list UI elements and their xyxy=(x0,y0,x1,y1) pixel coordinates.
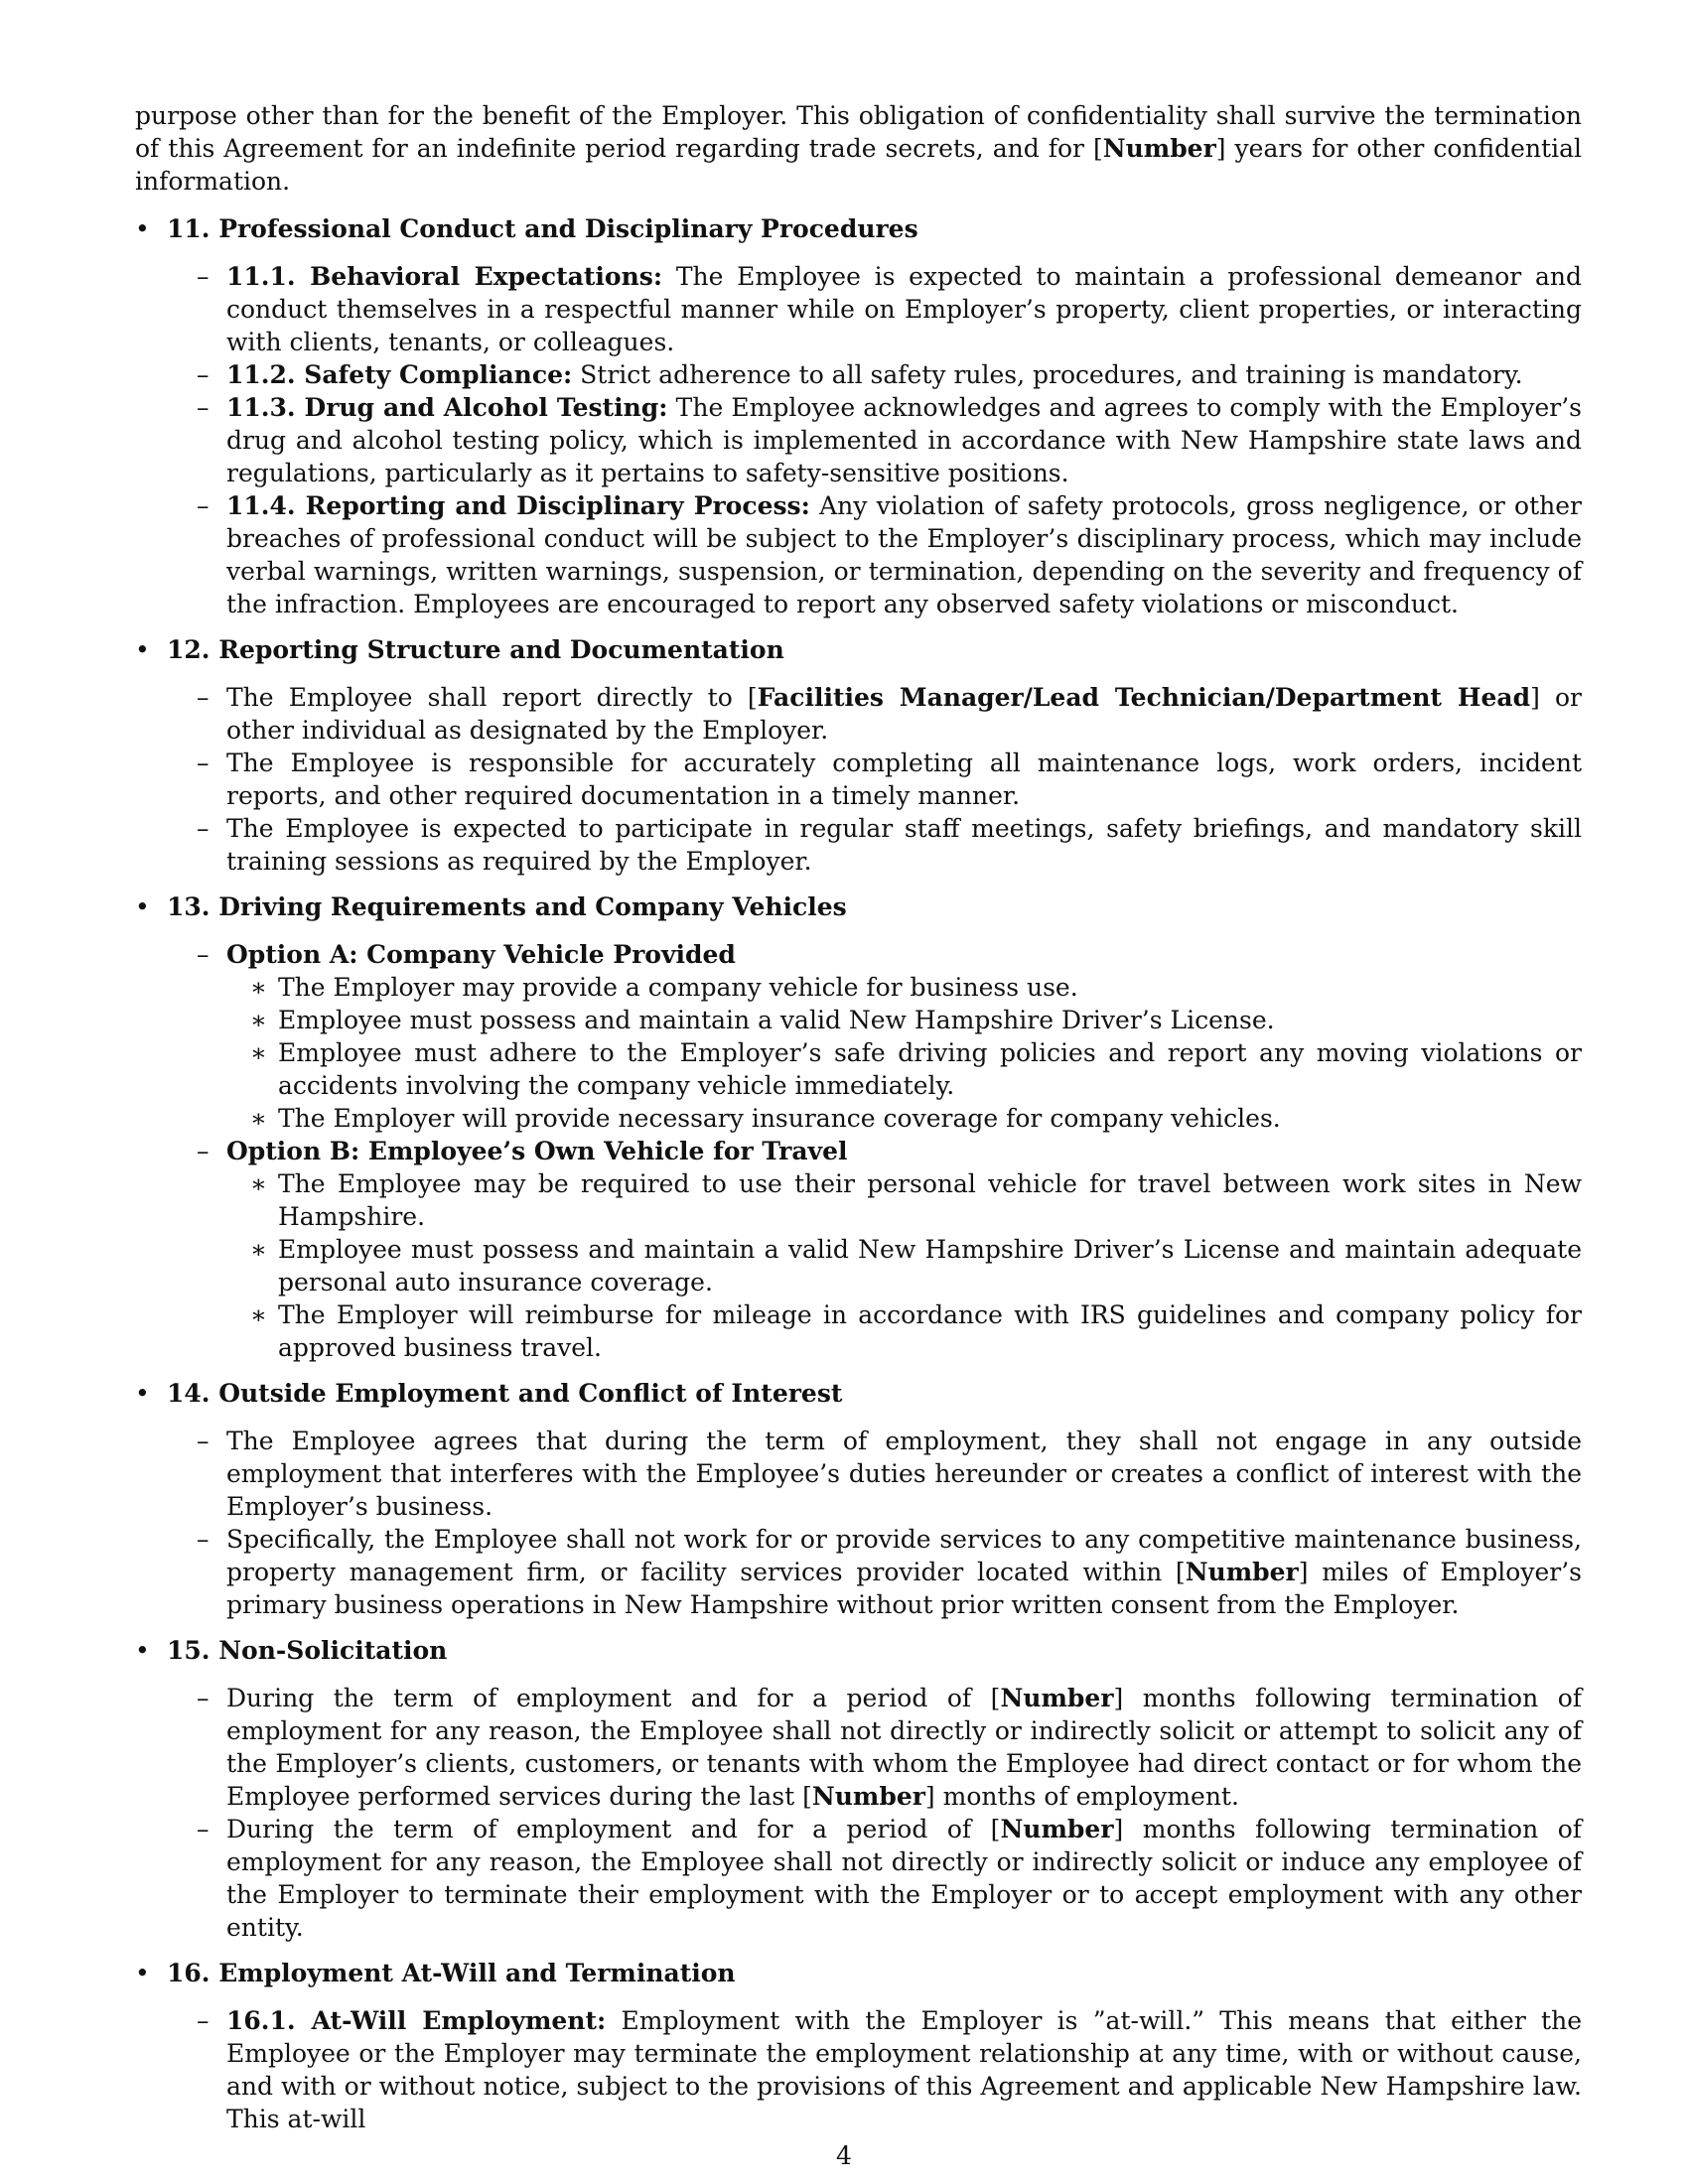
section-title: 14. Outside Employment and Conflict of Interest xyxy=(167,1379,843,1408)
continued-paragraph: purpose other than for the benefit of the Employer. This obligation of confidentiality shall survive the termination of this Agreement for an indefinite period regarding trade secrets, and for [Number] years for other confidential information. xyxy=(135,101,1582,196)
list-item: ∗ The Employer may provide a company vehicle for business use. xyxy=(250,973,1078,1002)
list-item: – 16.1. At-Will Employment: Employment with the Employer is ”at-will.” This means that either the Employee or the Employer may terminate the employment relationship at any time, with or without cause, and with or without notice, subject to the provisions of this Agreement and applicable New Hampshire law. This at-will xyxy=(197,2006,1582,2133)
list-item: – The Employee is expected to participate in regular staff meetings, safety briefings, and mandatory skill training sessions as required by the Employer. xyxy=(197,814,1582,876)
section-16 xyxy=(135,1957,1582,2135)
option-b: – Option B: Employee’s Own Vehicle for Travel ∗ The Employee may be required to use their personal vehicle for travel between work sites in New Hampshire. ∗ Employee must possess and maintain a valid New Hampshire Driver’s License and maintain adequate personal auto insurance coverage. ∗ The Employer will reimburse for mileage in accordance with IRS guidelines and company policy for approved business travel. xyxy=(197,1137,1582,1362)
bullet: • xyxy=(135,1959,150,1987)
list-item: – The Employee agrees that during the term of employment, they shall not engage in any outside employment that interferes with the Employee’s duties hereunder or creates a conflict of interest with the Employer’s business. xyxy=(197,1427,1582,1521)
bullet: • xyxy=(135,1379,150,1408)
list-item: – During the term of employment and for a period of [Number] months following termination of employment for any reason, the Employee shall not directly or indirectly solicit or attempt to solicit any of the Employer’s clients, customers, or tenants with whom the Employee had direct contact or for whom the Employee performed services during the last [Number] months of employment. xyxy=(197,1684,1582,1811)
option-a: – Option A: Company Vehicle Provided ∗ The Employer may provide a company vehicle for business use. ∗ Employee must possess and maintain a valid New Hampshire Driver’s License. ∗ Employee must adhere to the Employer’s safe driving policies and report any moving violations or accidents involving the company vehicle immediately. ∗ The Employer will provide necessary insurance coverage for company vehicles. xyxy=(197,940,1582,1133)
list-item: – During the term of employment and for a period of [Number] months following termination of employment for any reason, the Employee shall not directly or indirectly solicit or induce any employee of the Employer to terminate their employment with the Employer or to accept employment with any other entity. xyxy=(197,1815,1582,1942)
section-12 xyxy=(135,633,1582,878)
list-item: ∗ Employee must possess and maintain a valid New Hampshire Driver’s License and maintain adequate personal auto insurance coverage. xyxy=(250,1235,1582,1297)
bullet: • xyxy=(135,892,150,921)
list-item: – 11.1. Behavioral Expectations: The Employee is expected to maintain a professional demeanor and conduct themselves in a respectful manner while on Employer’s property, client properties, or interacting with clients, tenants, or colleagues. xyxy=(197,262,1582,356)
page-number: 4 xyxy=(836,2141,852,2170)
list-item: – The Employee is responsible for accurately completing all maintenance logs, work orders, incident reports, and other required documentation in a timely manner. xyxy=(197,749,1582,810)
bullet: • xyxy=(135,635,150,664)
list-item: ∗ The Employer will reimburse for mileage in accordance with IRS guidelines and company policy for approved business travel. xyxy=(250,1300,1582,1362)
section-title: 11. Professional Conduct and Disciplinary Procedures xyxy=(167,214,918,243)
list-item: – 11.4. Reporting and Disciplinary Process: Any violation of safety protocols, gross negligence, or other breaches of professional conduct will be subject to the Employer’s disciplinary process, which may include verbal warnings, written warnings, suspension, or termination, depending on the severity and frequency of the infraction. Employees are encouraged to report any observed safety violations or misconduct. xyxy=(197,491,1582,618)
list-item: ∗ Employee must adhere to the Employer’s safe driving policies and report any moving violations or accidents involving the company vehicle immediately. xyxy=(250,1038,1582,1100)
list-item: ∗ The Employer will provide necessary insurance coverage for company vehicles. xyxy=(250,1104,1281,1133)
section-title: 15. Non-Solicitation xyxy=(167,1636,448,1665)
section-title: 12. Reporting Structure and Documentation xyxy=(167,635,784,664)
list-item: – Specifically, the Employee shall not work for or provide services to any competitive maintenance business, property management firm, or facility services provider located within [Number] miles of Employer’s primary business operations in New Hampshire without prior written consent from the Employer. xyxy=(197,1525,1583,1619)
list-item: ∗ Employee must possess and maintain a valid New Hampshire Driver’s License. xyxy=(250,1006,1275,1034)
section-15 xyxy=(135,1634,1582,1944)
section-title: 16. Employment At-Will and Termination xyxy=(167,1959,736,1987)
bullet: • xyxy=(135,1636,150,1665)
section-11 xyxy=(135,212,1582,620)
list-item: – 11.2. Safety Compliance: Strict adherence to all safety rules, procedures, and training is mandatory. xyxy=(197,360,1523,389)
bullet: • xyxy=(135,214,150,243)
section-13 xyxy=(135,890,1582,1364)
list-item: ∗ The Employee may be required to use their personal vehicle for travel between work sites in New Hampshire. xyxy=(250,1169,1582,1231)
document-page xyxy=(135,99,1582,2135)
section-14 xyxy=(135,1377,1582,1621)
list-item: – 11.3. Drug and Alcohol Testing: The Employee acknowledges and agrees to comply with the Employer’s drug and alcohol testing policy, which is implemented in accordance with New Hampshire state laws and regulations, particularly as it pertains to safety-sensitive positions. xyxy=(197,393,1582,487)
section-title: 13. Driving Requirements and Company Vehicles xyxy=(167,892,847,921)
list-item: – The Employee shall report directly to [Facilities Manager/Lead Technician/Department Head] or other individual as designated by the Employer. xyxy=(197,683,1582,745)
